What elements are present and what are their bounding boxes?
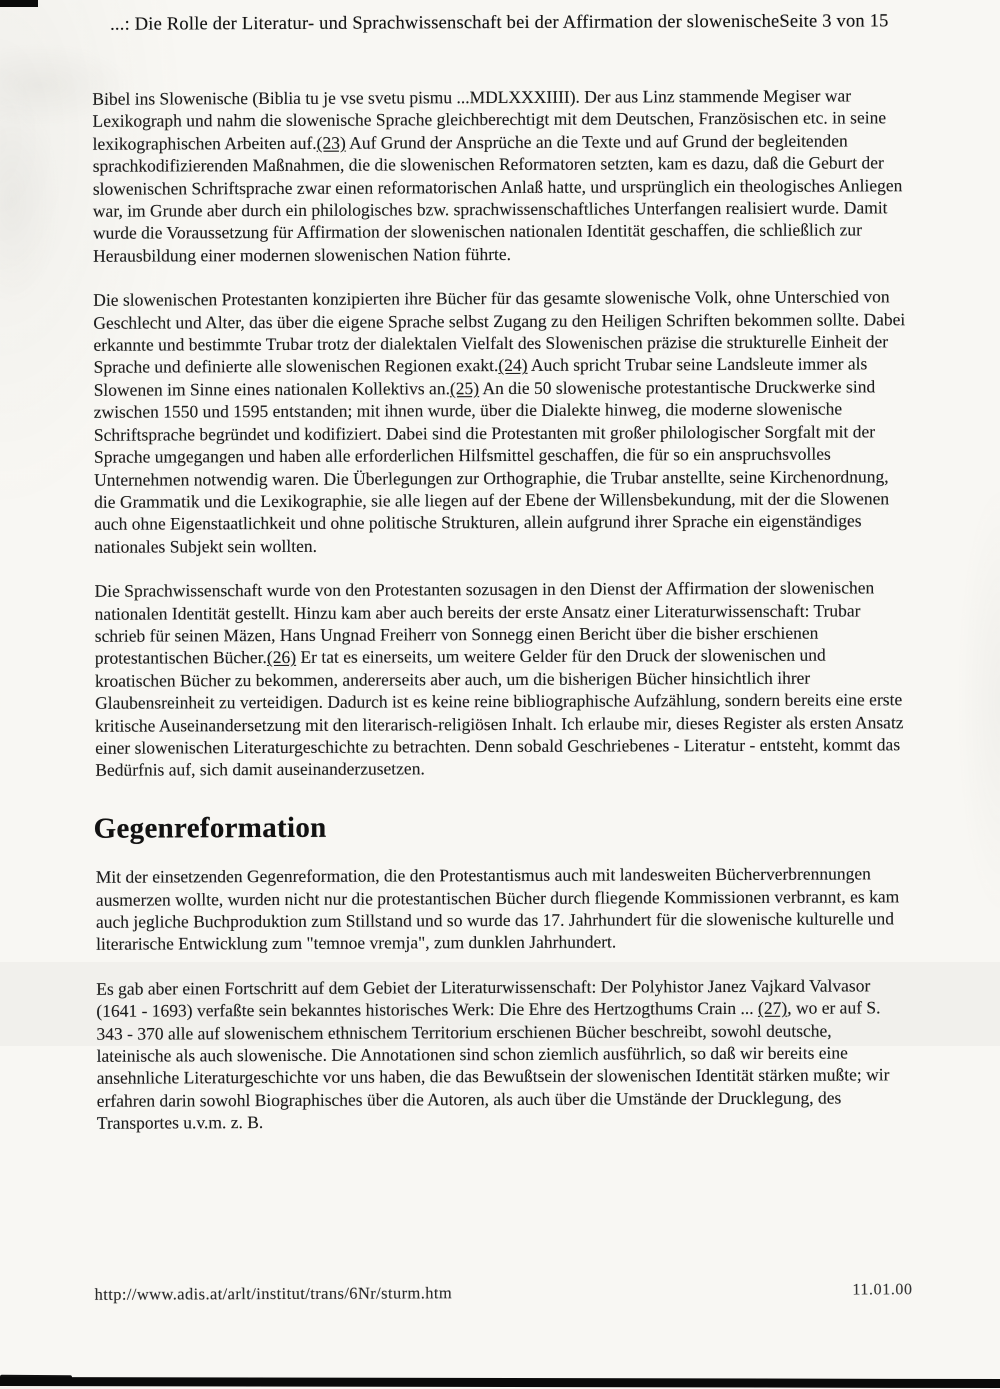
footnote-ref: (25) [449, 377, 480, 399]
paragraph [92, 84, 907, 267]
text-run: Es gab aber einen Fortschritt auf dem Gebiet der Literaturwissenschaft: Der Polyhistor Janez Vajkard Valvasor (1641 - 1693) verfaßte sein bekanntes historisches Werk: Die Ehre des Hertzogthums Crain ... [96, 975, 871, 1021]
paragraph [93, 285, 908, 557]
text-run: Er tat es einerseits, um weitere Gelder für den Druck der slowenischen und kroatischen Bücher zu bekommen, andererseits aber auch, um die bisherigen Bücher hinsichtlich ihrer Glaubensreinheit zu verteidigen. Dadurch ist es keine reine bibliographische Aufzählung, sondern bereits eine erste kritische Auseinandersetzung mit den literarisch-religiösen Inhalt. Ich erlaube mir, dieses Register als ersten Ansatz einer slowenischen Literaturgeschichte zu betrachten. Denn sobald Geschriebenes - Literatur - entsteht, kommt das Bedürfnis auf, sich damit auseinanderzusetzen. [94, 644, 904, 781]
page-header [110, 11, 889, 35]
footnote-ref: (27) [757, 997, 788, 1019]
header-title: ...: Die Rolle der Literatur- und Sprachwissenschaft bei der Affirmation der slowenische [110, 11, 780, 35]
text-run: Die slowenischen Protestanten konzipierten ihre Bücher für das gesamte slowenische Volk, ohne Unterschied von Geschlecht und Alter, das über die eigene Sprache selbst Zugang zu den Heiligen Schriften bekommen sollte. Dabei erkannte und bestimmte Trubar trotz der dialektalen Vielfalt des Slowenischen präzise die strukturelle Einheit der Sprache und definierte alle slowenischen Regionen exakt. [93, 286, 906, 378]
header-page-number: Seite 3 von 15 [779, 11, 889, 32]
footnote-ref: (26) [266, 647, 297, 668]
paragraph [96, 974, 911, 1134]
text-run: Bibel ins Slowenische (Biblia tu je vse svetu pismu ...MDLXXXIIII). Der aus Linz stammende Megiser war Lexikograph und nahm die slowenische Sprache gleichberechtigt mit dem Deutschen, Französischen etc. in seine lexikographischen Arbeiten auf. [92, 85, 887, 154]
paragraphs-after-heading [96, 862, 911, 1134]
document-body [92, 84, 911, 1156]
page-footer [95, 1281, 913, 1305]
text-run: An die 50 slowenische protestantische Druckwerke sind zwischen 1550 und 1595 entstanden; mit ihnen wurde, über die Dialekte hinweg, die moderne slowenische Schriftsprache begründet und kodifiziert. Dabei sind die Protestanten mit großer philologischer Sorgfalt mit der Sprache umgegangen und haben alle erforderlichen Hilfsmittel geschaffen, die für so ein anspruchsvolles Unternehmen notwendig waren. Die Überlegungen zur Orthographie, die Trubar anstellte, seine Kirchenordnung, die Grammatik und die Lexikographie, sie alle liegen auf der Ebene der Willensbekundung, mit der die Slowenen auch ohne Eigenstaatlichkeit und ohne politische Strukturen, allein aufgrund ihrer Sprache ein eigenständiges nationales Subjekt sein wollten. [93, 376, 890, 557]
footnote-ref: (23) [316, 132, 346, 153]
text-run: Auf Grund der Ansprüche an die Texte und auf Grund der begleitenden sprachkodifizierenden Maßnahmen, die die slowenischen Reformatoren setzten, kam es dazu, daß die Geburt der slowenischen Schriftsprache zwar einen reformatorischen Anlaß hatte, und ursprünglich ein theologisches Anliegen war, im Grunde aber durch ein philologisches bzw. sprachwissenschaftliches Unterfangen realisiert wurde. Damit wurde die Voraussetzung für Affirmation der slowenischen nationalen Identität geschaffen, die schließlich zur Herausbildung einer modernen slowenischen Nation führte. [92, 130, 903, 266]
text-run: , wo er auf S. 343 - 370 alle auf slowenischem ethnischem Territorium erschienen Bücher beschreibt, sowohl deutsche, lateinische als auch slowenische. Die Annotationen sind schon ziemlich ausführlich, so daß wir bereits eine ansehnliche Literaturgeschichte vor uns haben, die das Bewußtsein der slowenischen Identität stärken mußte; wir erfahren darin sowohl Biographisches über die Autoren, als auch über die Umstände der Drucklegung, des Transportes u.v.m. z. B. [96, 997, 890, 1134]
text-run: Mit der einsetzenden Gegenreformation, die den Protestantismus auch mit landesweiten Bücherverbrennungen ausmerzen wollte, wurden nicht nur die protestantischen Bücher durch fliegende Kommissionen verbrannt, es kam auch jegliche Buchproduktion zum Stillstand und so wurde das 17. Jahrhundert für die slowenische kulturelle und literarische Entwicklung zum "temnoe vremja", zum dunklen Jahrhundert. [95, 863, 900, 955]
text-run: Auch spricht Trubar seine Landsleute immer als Slowenen im Sinne eines nationalen Kollektivs an. [93, 353, 868, 400]
text-run: Die Sprachwissenschaft wurde von den Protestanten sozusagen in den Dienst der Affirmation der slowenischen nationalen Identität gestellt. Hinzu kam aber auch bereits der erste Ansatz einer Literaturwissenschaft: Trubar schrieb für seinen Mäzen, Hans Ungnad Freiherr von Sonnegg einen Bericht über die bisher erschienen protestantischen Bücher. [94, 577, 875, 669]
footer-url: http://www.adis.at/arlt/institut/trans/6Nr/sturm.htm [94, 1283, 453, 1304]
paragraphs-before-heading [92, 84, 909, 781]
footnote-ref: (24) [498, 355, 528, 376]
paragraph [96, 862, 910, 955]
paragraph [95, 576, 910, 781]
footer-date: 11.01.00 [852, 1281, 913, 1299]
section-heading: Gegenreformation [93, 811, 327, 845]
